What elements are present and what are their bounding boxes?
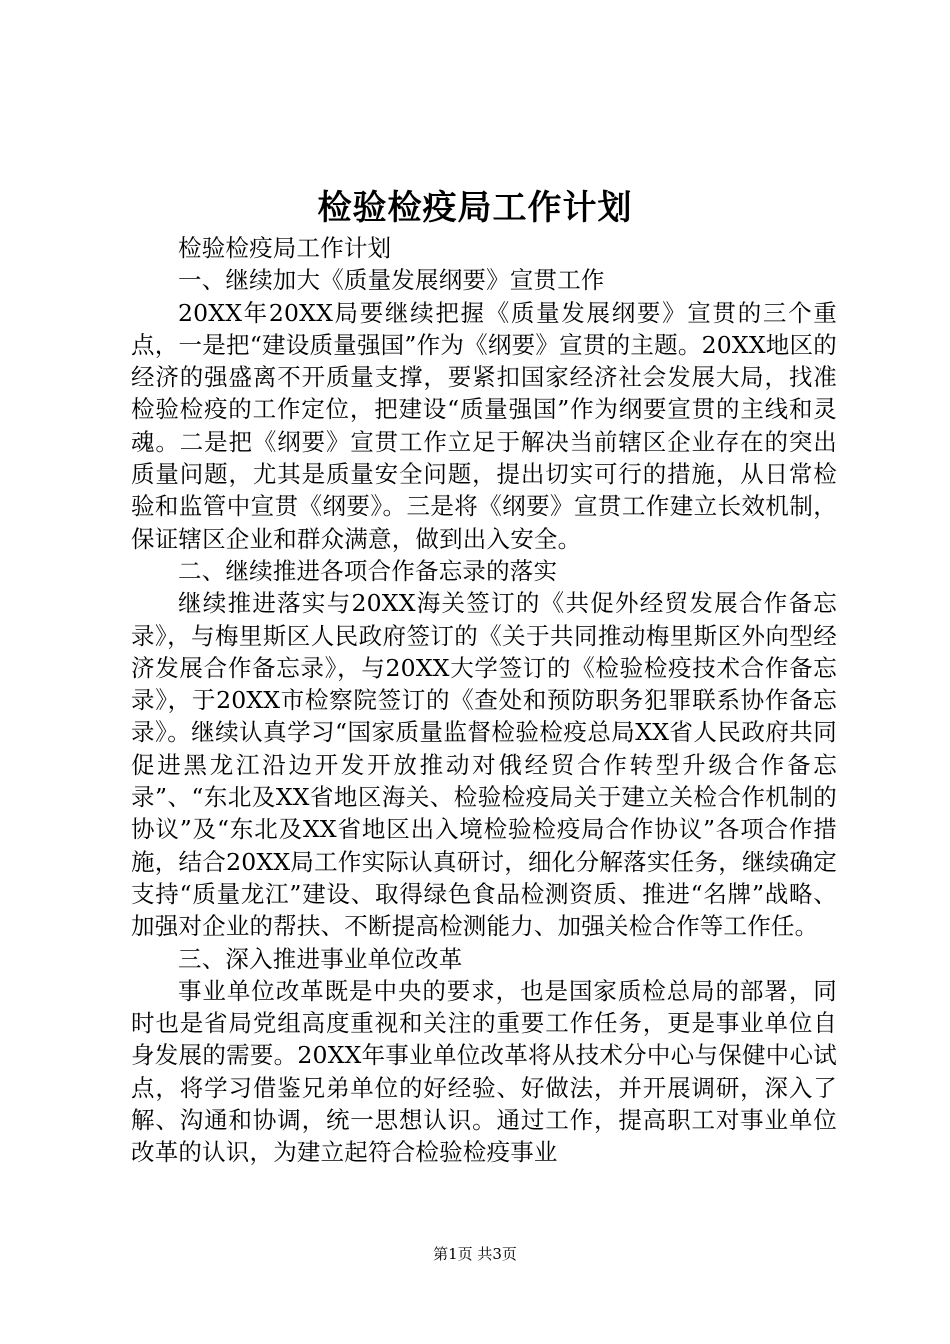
section-heading-3: 三、深入推进事业单位改革 bbox=[178, 944, 463, 973]
section-heading-2: 二、继续推进各项合作备忘录的落实 bbox=[178, 556, 558, 585]
section-heading-1: 一、继续加大《质量发展纲要》宣贯工作 bbox=[178, 266, 605, 295]
paragraph: 事业单位改革既是中央的要求，也是国家质检总局的部署，同时也是省局党组高度重视和关注的重要工作任务，更是事业单位自身发展的需要。20XX年事业单位改革将从技术分中心与保健中心试点，将学习借鉴兄弟单位的好经验、好做法，并开展调研，深入了解、沟通和协调，统一思想认识。通过工作，提高职工对事业单位改革的认识，为建立起符合检验检疫事业 bbox=[131, 976, 837, 1167]
paragraph: 继续推进落实与20XX海关签订的《共促外经贸发展合作备忘录》，与梅里斯区人民政府签订的《关于共同推动梅里斯区外向型经济发展合作备忘录》，与20XX大学签订的《检验检疫技术合作备忘录》，于20XX市检察院签订的《查处和预防职务犯罪联系协作备忘录》。继续认真学习“国家质量监督检验检疫总局XX省人民政府共同促进黑龙江沿边开发开放推动对俄经贸合作转型升级合作备忘录”、“东北及XX省地区海关、检验检疫局关于建立关检合作机制的协议”及“东北及XX省地区出入境检验检疫局合作协议”各项合作措施，结合20XX局工作实际认真研讨，细化分解落实任务，继续确定支持“质量龙江”建设、取得绿色食品检测资质、推进“名牌”战略、加强对企业的帮扶、不断提高检测能力、加强关检合作等工作任。 bbox=[131, 589, 837, 941]
page-number-footer: 第1页 共3页 bbox=[433, 1245, 517, 1263]
paragraph: 20XX年20XX局要继续把握《质量发展纲要》宣贯的三个重点，一是把“建设质量强国”作为《纲要》宣贯的主题。20XX地区的经济的强盛离不开质量支撑，要紧扣国家经济社会发展大局，找准检验检疫的工作定位，把建设“质量强国”作为纲要宣贯的主线和灵魂。二是把《纲要》宣贯工作立足于解决当前辖区企业存在的突出质量问题，尤其是质量安全问题，提出切实可行的措施，从日常检验和监管中宣贯《纲要》。三是将《纲要》宣贯工作建立长效机制，保证辖区企业和群众满意，做到出入安全。 bbox=[131, 298, 837, 553]
paragraph-subtitle: 检验检疫局工作计划 bbox=[178, 234, 392, 262]
document-body bbox=[131, 232, 837, 1169]
document-title: 检验检疫局工作计划 bbox=[317, 188, 633, 228]
